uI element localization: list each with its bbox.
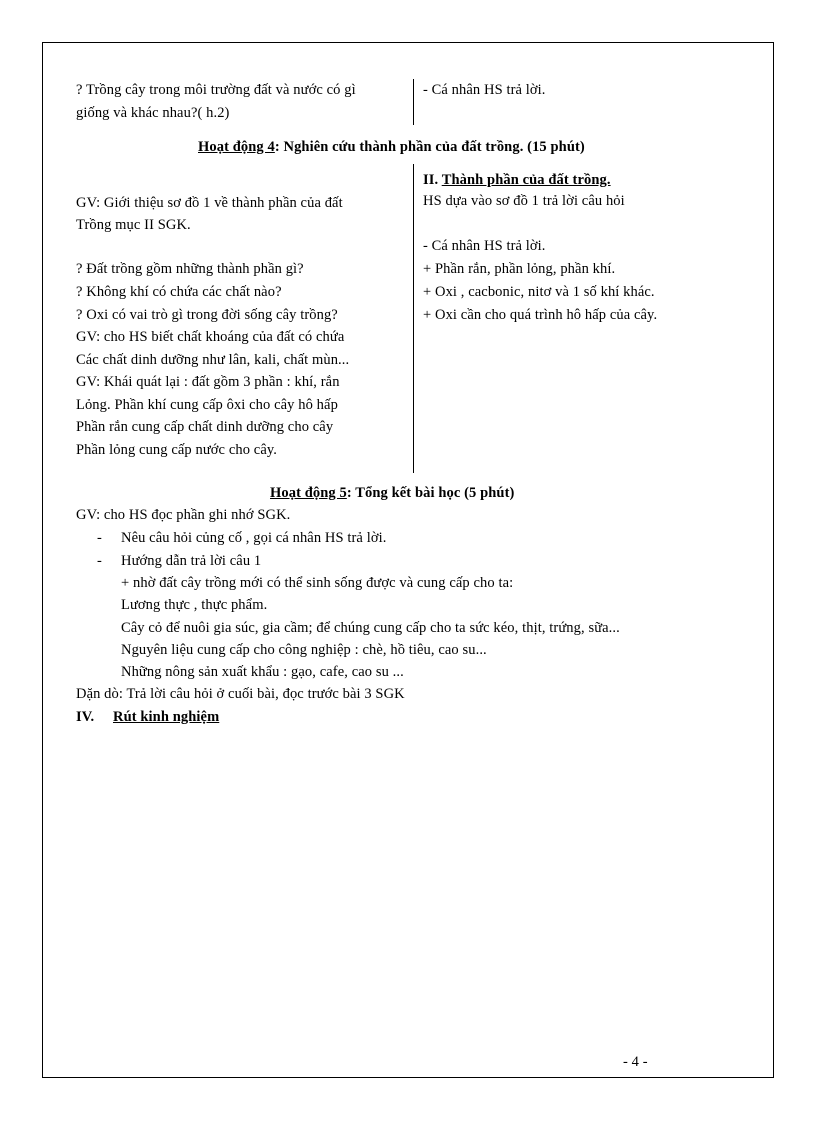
column-divider-top: [413, 79, 414, 125]
summary-bullet-dash-2: -: [97, 553, 102, 569]
homework-line: Dặn dò: Trả lời câu hỏi ở cuối bài, đọc trước bài 3 SGK: [76, 686, 405, 702]
section2-line-5: + Oxi cần cho quá trình hô hấp của cây.: [423, 307, 658, 323]
activity5-heading: [270, 483, 514, 503]
left4-line-7: Các chất dinh dưỡng như lân, kali, chất mùn...: [76, 352, 350, 368]
summary-subline-4: Nguyên liệu cung cấp cho công nghiệp : chè, hồ tiêu, cao su...: [121, 642, 487, 658]
section2-line-4: + Oxi , cacbonic, nitơ và 1 số khí khác.: [423, 284, 655, 300]
left4-line-8: GV: Khái quát lại : đất gồm 3 phần : khí, rắn: [76, 374, 340, 390]
summary-intro: GV: cho HS đọc phần ghi nhớ SGK.: [76, 507, 291, 523]
summary-bullet-1: Nêu câu hỏi củng cố , gọi cá nhân HS trả lời.: [121, 530, 387, 546]
summary-subline-2: Lương thực , thực phẩm.: [121, 597, 268, 613]
left4-line-3: ? Đất trồng gồm những thành phần gì?: [76, 261, 304, 277]
summary-subline-5: Những nông sản xuất khẩu : gạo, cafe, cao su ...: [121, 664, 404, 680]
left4-line-5: ? Oxi có vai trò gì trong đời sống cây trồng?: [76, 307, 338, 323]
section2-line-3: + Phần rắn, phần lỏng, phần khí.: [423, 261, 616, 277]
left4-line-11: Phần lỏng cung cấp nước cho cây.: [76, 442, 277, 458]
activity5-title: : Tổng kết bài học (5 phút): [346, 485, 515, 501]
section2-line-2: - Cá nhân HS trả lời.: [423, 238, 546, 254]
section4-number: IV.: [76, 709, 95, 725]
section4-heading: Rút kinh nghiệm: [113, 709, 220, 725]
summary-subline-1: + nhờ đất cây trồng mới có thể sinh sống được và cung cấp cho ta:: [121, 575, 514, 591]
top-right-line-1: - Cá nhân HS trả lời.: [423, 82, 546, 98]
section2-title: Thành phần của đất trồng.: [441, 172, 611, 188]
activity4-title: : Nghiên cứu thành phần của đất trồng. (15 phút): [274, 139, 585, 155]
activity5-label: Hoạt động 5: [270, 485, 347, 501]
section2-heading: [423, 170, 611, 190]
summary-bullet-2: Hướng dẫn trả lời câu 1: [121, 553, 262, 569]
left4-line-4: ? Không khí có chứa các chất nào?: [76, 284, 282, 300]
section2-number: II.: [423, 172, 442, 188]
top-left-line-1: ? Trồng cây trong môi trường đất và nước có gì: [76, 82, 356, 98]
left4-line-1: GV: Giới thiệu sơ đồ 1 về thành phần của đất: [76, 195, 343, 211]
summary-bullet-dash-1: -: [97, 530, 102, 546]
left4-line-9: Lỏng. Phần khí cung cấp ôxi cho cây hô hấp: [76, 397, 338, 413]
left4-line-6: GV: cho HS biết chất khoáng của đất có chứa: [76, 329, 345, 345]
left4-line-10: Phần rắn cung cấp chất dinh dưỡng cho cây: [76, 419, 334, 435]
left4-line-2: Trồng mục II SGK.: [76, 217, 191, 233]
section2-line-1: HS dựa vào sơ đồ 1 trả lời câu hỏi: [423, 193, 625, 209]
activity4-label: Hoạt động 4: [198, 139, 275, 155]
top-left-line-2: giống và khác nhau?( h.2): [76, 105, 230, 121]
summary-subline-3: Cây cỏ để nuôi gia súc, gia cầm; để chúng cung cấp cho ta sức kéo, thịt, trứng, sữa...: [121, 620, 620, 636]
column-divider-activity4: [413, 164, 414, 473]
activity4-heading: [198, 137, 585, 157]
page-number: - 4 -: [623, 1054, 648, 1070]
